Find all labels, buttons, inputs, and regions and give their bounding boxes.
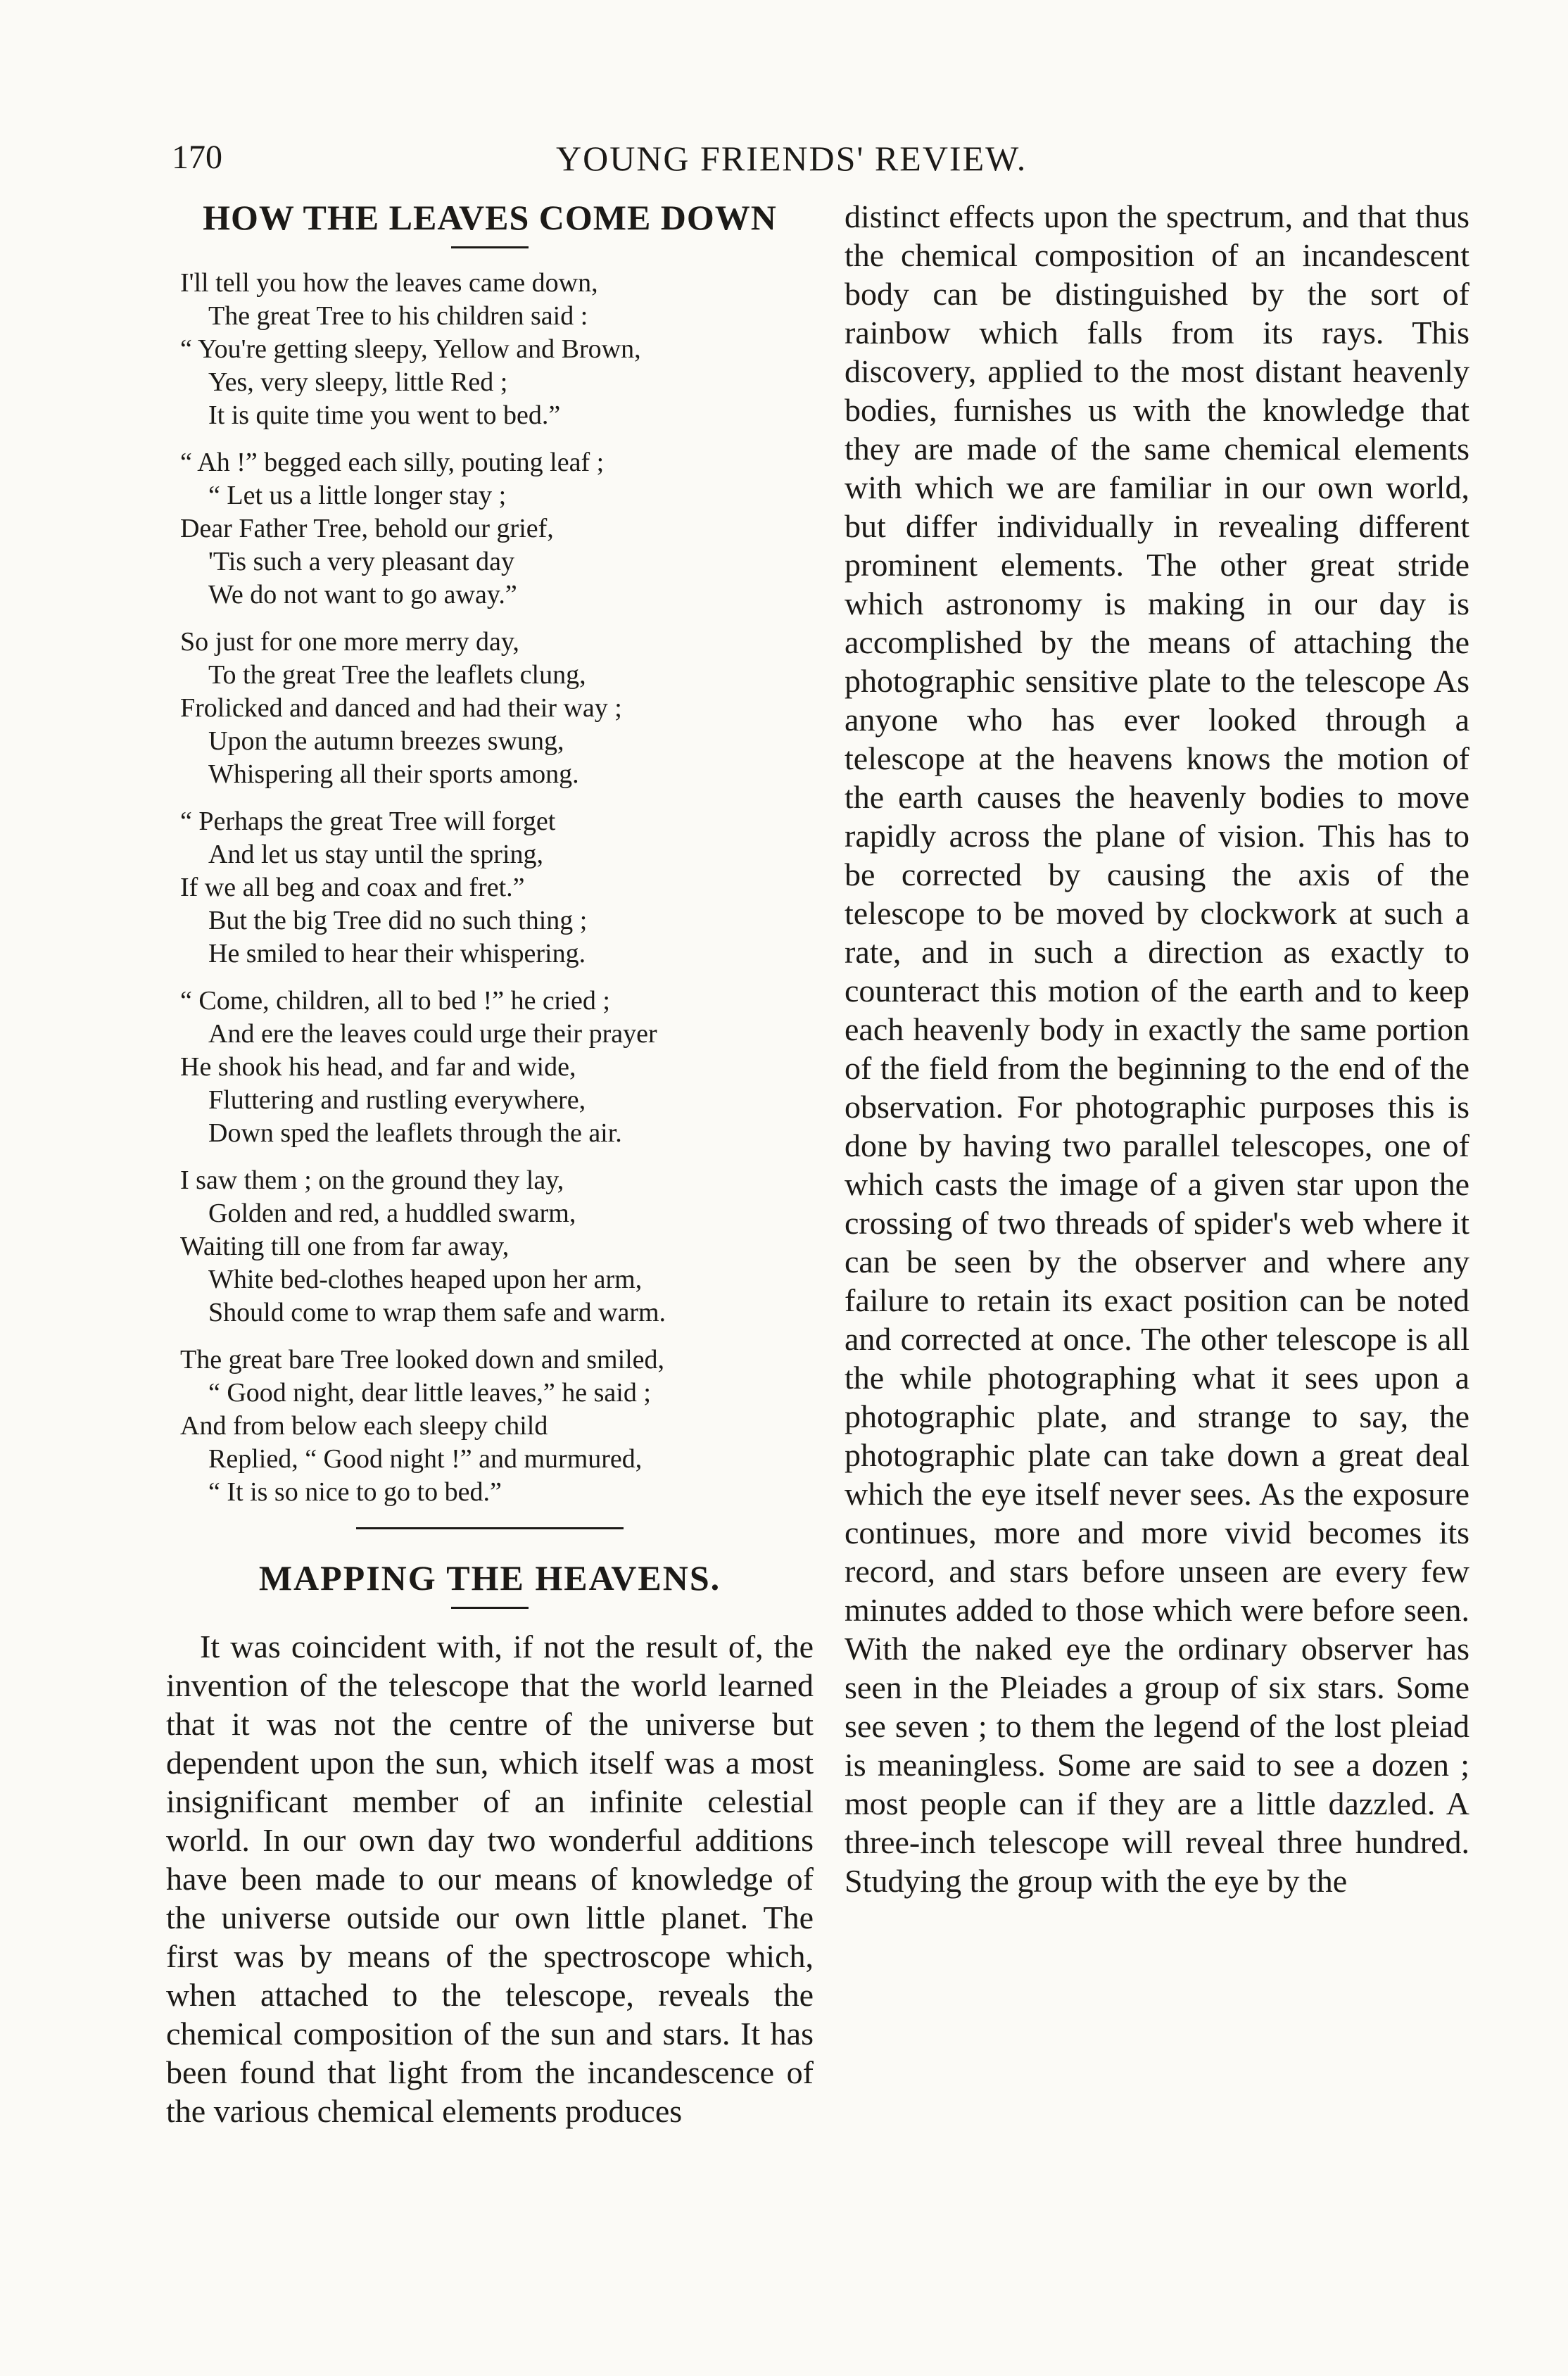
poem-body: [166, 267, 814, 1509]
poem-line: Dear Father Tree, behold our grief,: [180, 514, 554, 543]
article-title: MAPPING THE HEAVENS.: [258, 1558, 721, 1598]
poem-line: He smiled to hear their whispering.: [208, 939, 586, 968]
page-number: 170: [172, 139, 222, 176]
poem-line: Fluttering and rustling everywhere,: [208, 1085, 586, 1115]
article-paragraph-left: It was coincident with, if not the result of, the invention of the telescope that the world learned that it was not the centre of the universe but dependent upon the sun, which itself was a most insignificant member of an infinite celestial world. In our own day two wonderful additions have been made to our means of knowledge of the universe outside our own little planet. The first was by means of the spectroscope which, when attached to the telescope, reveals the chemical composition of the sun and stars. It has been found that light from the incandescence of the various chemical elements produces: [166, 1629, 814, 2129]
article-paragraph-right: distinct effects upon the spectrum, and that thus the chemical composition of an incandescent body can be distinguished by the sort of rainbow which falls from its rays. This discovery, applied to the most distant heavenly bodies, furnishes us with the knowledge that they are made of the same chemical elements with which we are familiar in our own world, but differ individually in revealing different prominent elements. The other great stride which astronomy is making in our day is accomplished by the means of attaching the photographic sensitive plate to the telescope As anyone who has ever looked through a telescope at the heavens knows the motion of the earth causes the heavenly bodies to move rapidly across the plane of vision. This has to be corrected by causing the axis of the telescope to be moved by clockwork at such a rate, and in such a direction as exactly to counteract this motion of the earth and to keep each heavenly body in exactly the same portion of the field from the beginning to the end of the observation. For photographic purposes this is done by having two parallel telescopes, one of which casts the image of a given star upon the crossing of two threads of spider's web where it can be seen by the observer and where any failure to retain its exact position can be noted and corrected at once. The other telescope is all the while photographing what it sees upon a photographic plate, and strange to say, the photographic plate can take down a great deal which the eye itself never sees. As the exposure continues, more and more vivid becomes its record, and stars before unseen are every few minutes added to those which were before seen. With the naked eye the ordinary observer has seen in the Pleiades a group of six stars. Some see seven ; to them the legend of the lost pleiad is meaningless. Some are said to see a dozen ; most people can if they are a little dazzled. A three-inch telescope will reveal three hundred. Studying the group with the eye by the: [845, 198, 1469, 1899]
poem-line: White bed-clothes heaped upon her arm,: [208, 1265, 643, 1294]
poem-stanza: [180, 267, 814, 432]
poem-line: Replied, “ Good night !” and murmured,: [208, 1444, 643, 1474]
poem-line: “ Perhaps the great Tree will forget: [180, 807, 556, 836]
poem-stanza: [180, 805, 814, 971]
poem-line: If we all beg and coax and fret.”: [180, 873, 525, 902]
poem-line: Upon the autumn breezes swung,: [208, 726, 564, 756]
poem-line: To the great Tree the leaflets clung,: [208, 660, 586, 690]
poem-line: 'Tis such a very pleasant day: [208, 547, 514, 576]
poem-stanza: [180, 446, 814, 612]
poem-line: Yes, very sleepy, little Red ;: [208, 367, 508, 397]
article-title-rule: [451, 1607, 529, 1609]
poem-line: The great bare Tree looked down and smiled,: [180, 1345, 665, 1375]
poem-line: Down sped the leaflets through the air.: [208, 1118, 622, 1148]
poem-line: The great Tree to his children said :: [208, 301, 588, 331]
poem-line: Golden and red, a huddled swarm,: [208, 1199, 576, 1228]
poem-line: And let us stay until the spring,: [208, 840, 544, 869]
right-column: [845, 197, 1469, 1900]
poem-line: “ It is so nice to go to bed.”: [208, 1477, 502, 1507]
poem-line: “ Good night, dear little leaves,” he said ;: [208, 1378, 651, 1408]
poem-stanza: [180, 1344, 814, 1509]
poem-title: HOW THE LEAVES COME DOWN: [203, 198, 777, 237]
poem-line: So just for one more merry day,: [180, 627, 519, 657]
title-rule: [451, 246, 529, 248]
section-divider: [356, 1527, 624, 1529]
poem-line: Frolicked and danced and had their way ;: [180, 693, 622, 723]
left-column: [166, 197, 814, 2130]
poem-line: We do not want to go away.”: [208, 580, 517, 609]
poem-line: Whispering all their sports among.: [208, 759, 579, 789]
poem-line: “ Let us a little longer stay ;: [208, 481, 507, 510]
poem-stanza: [180, 626, 814, 791]
poem-line: “ You're getting sleepy, Yellow and Brown,: [180, 334, 641, 364]
poem-line: “ Come, children, all to bed !” he cried ;: [180, 986, 610, 1016]
poem-line: He shook his head, and far and wide,: [180, 1052, 576, 1082]
poem-line: I saw them ; on the ground they lay,: [180, 1165, 564, 1195]
poem-stanza: [180, 985, 814, 1150]
poem-line: And from below each sleepy child: [180, 1411, 548, 1441]
poem-line: But the big Tree did no such thing ;: [208, 906, 588, 935]
poem-line: Waiting till one from far away,: [180, 1232, 510, 1261]
poem-line: “ Ah !” begged each silly, pouting leaf ;: [180, 448, 605, 477]
poem-stanza: [180, 1164, 814, 1329]
poem-line: It is quite time you went to bed.”: [208, 400, 561, 430]
poem-line: And ere the leaves could urge their prayer: [208, 1019, 657, 1049]
poem-line: Should come to wrap them safe and warm.: [208, 1298, 666, 1327]
journal-title: YOUNG FRIENDS' REVIEW.: [556, 139, 1028, 178]
poem-line: I'll tell you how the leaves came down,: [180, 268, 598, 298]
